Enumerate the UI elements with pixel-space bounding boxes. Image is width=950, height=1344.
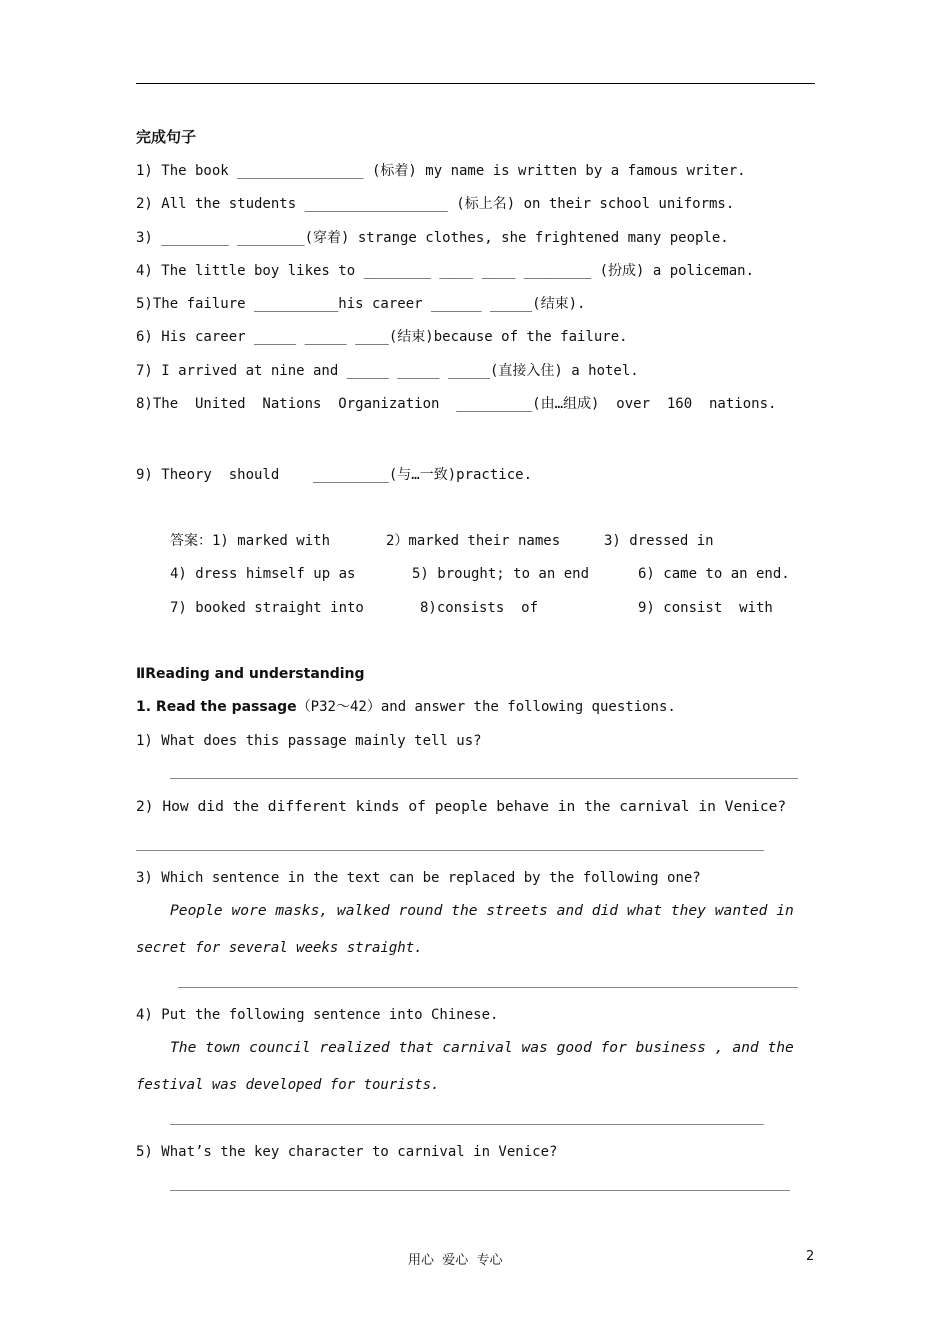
sentence-6: 6) His career _____ _____ ____(结束)because of the failure.: [136, 329, 628, 345]
task-1-rest: （P32～42）and answer the following questions.: [296, 699, 676, 715]
sentence-2: 2) All the students _________________ (标上名) on their school uniforms.: [136, 196, 735, 212]
section-title-reading: ⅡReading and understanding: [136, 666, 365, 682]
question-2: 2) How did the different kinds of people behave in the carnival in Venice?: [136, 798, 787, 815]
sentence-3: 3) ________ ________(穿着) strange clothes, she frightened many people.: [136, 230, 729, 246]
answer-7: 7) booked straight into: [170, 600, 364, 616]
question-4-italic-line-1: The town council realized that carnival was good for business , and the: [170, 1039, 794, 1056]
answer-3: 3) dressed in: [604, 533, 714, 549]
answer-1: 答案：1) marked with: [170, 533, 331, 549]
page-footer: 用心 爱心 专心: [408, 1253, 503, 1268]
sentence-4: 4) The little boy likes to ________ ____ ____ ________ (扮成) a policeman.: [136, 263, 755, 279]
answer-8: 8)consists of: [420, 600, 539, 616]
sentence-9: 9) Theory should _________(与…一致)practice.: [136, 467, 533, 483]
question-3-italic-line-1: People wore masks, walked round the streets and did what they wanted in: [170, 902, 794, 919]
answer-line-3[interactable]: [178, 987, 798, 988]
question-4: 4) Put the following sentence into Chinese.: [136, 1007, 499, 1023]
question-5: 5) What’s the key character to carnival in Venice?: [136, 1144, 558, 1160]
header-rule: [136, 83, 815, 84]
page-number: 2: [806, 1249, 815, 1264]
question-3-italic-line-2: secret for several weeks straight.: [136, 940, 423, 956]
answer-4: 4) dress himself up as: [170, 566, 356, 582]
question-3: 3) Which sentence in the text can be replaced by the following one?: [136, 870, 701, 886]
question-4-italic-line-2: festival was developed for tourists.: [136, 1077, 440, 1093]
sentence-1: 1) The book _______________ (标着) my name is written by a famous writer.: [136, 163, 746, 179]
answer-9: 9) consist with: [638, 600, 773, 616]
sentence-7: 7) I arrived at nine and _____ _____ _____(直接入住) a hotel.: [136, 363, 639, 379]
task-1-instruction: [136, 698, 676, 716]
answer-line-1[interactable]: [170, 778, 798, 779]
answer-5: 5) brought; to an end: [412, 566, 590, 582]
section-title-complete-sentences: 完成句子: [136, 128, 197, 146]
answer-6: 6) came to an end.: [638, 566, 790, 582]
task-1-bold: 1. Read the passage: [136, 699, 297, 715]
question-1: 1) What does this passage mainly tell us?: [136, 733, 482, 749]
answer-line-4[interactable]: [170, 1124, 764, 1125]
answer-line-5[interactable]: [170, 1190, 790, 1191]
answer-line-2[interactable]: [136, 850, 764, 851]
answer-2: 2）marked their names: [386, 533, 561, 549]
sentence-8: 8)The United Nations Organization _________(由…组成) over 160 nations.: [136, 396, 777, 412]
sentence-5: 5)The failure __________his career ______ _____(结束).: [136, 296, 586, 312]
